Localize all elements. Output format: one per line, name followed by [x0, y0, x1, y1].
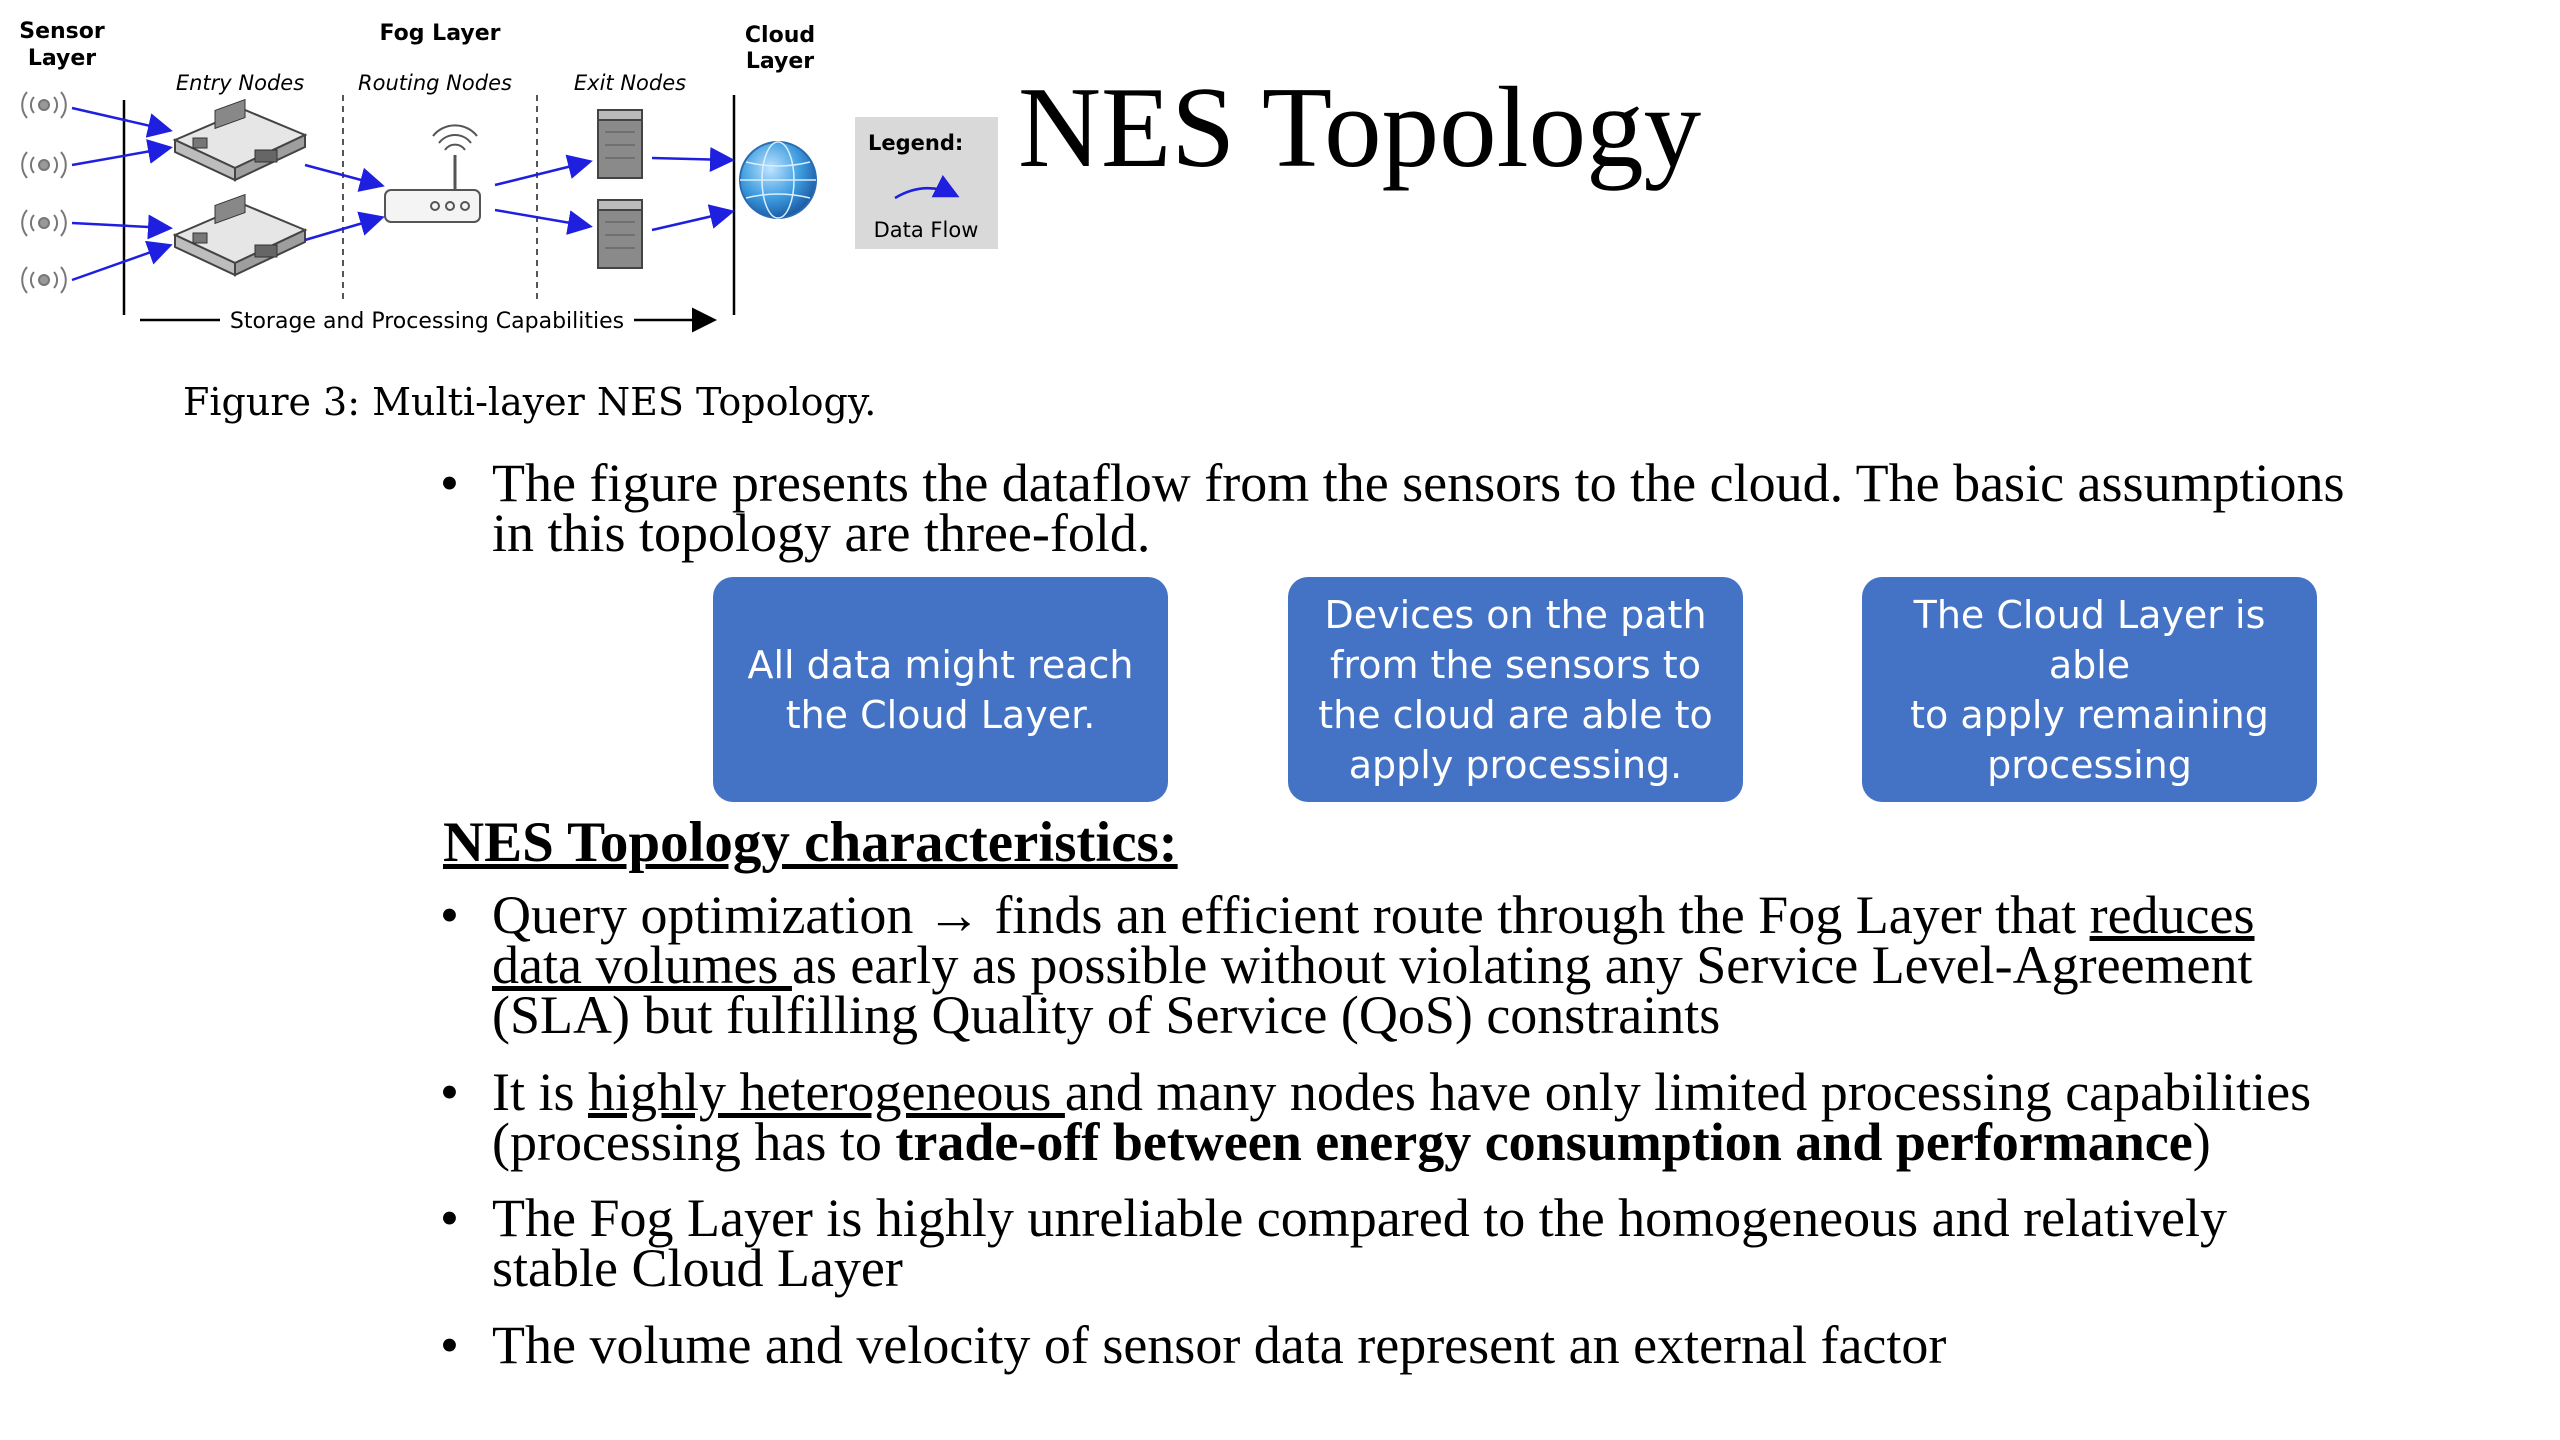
query-mid: finds an efficient route through the Fog Layer that	[980, 885, 2090, 945]
hetero-post: and many nodes have only limited processing capabilities	[1064, 1062, 2312, 1122]
assumption-3-line-2: to apply remaining	[1910, 692, 2269, 737]
query-underline-1: reduces	[2089, 885, 2255, 945]
bullet-dot: •	[440, 1315, 459, 1375]
assumption-3-line-3: processing	[1987, 742, 2192, 787]
volume-line-1: The volume and velocity of sensor data represent an external factor	[492, 1315, 1947, 1375]
sensor-layer-label: Sensor	[19, 19, 105, 44]
bullet-dot: •	[440, 885, 459, 945]
legend-item-data-flow: Data Flow	[873, 218, 979, 242]
page-title: NES Topology	[1018, 64, 1702, 191]
legend-title: Legend:	[868, 131, 964, 155]
cloud-layer-label: Cloud	[744, 23, 816, 48]
cloud-layer-label-2: Layer	[745, 49, 815, 74]
hetero-pre: It is	[492, 1062, 589, 1122]
figure-caption: Figure 3: Multi-layer NES Topology.	[183, 380, 877, 424]
assumption-2-line-1: Devices on the path	[1324, 592, 1707, 637]
fog-layer-label: Fog Layer	[379, 21, 501, 46]
fog-line-1: The Fog Layer is highly unreliable compared to the homogeneous and relatively	[492, 1188, 2227, 1248]
hetero-line2-post: )	[2192, 1112, 2211, 1172]
query-line-3: (SLA) but fulfilling Quality of Service (QoS) constraints	[492, 985, 1721, 1045]
assumption-2-line-2: from the sensors to	[1330, 642, 1701, 687]
bullet-dot: •	[440, 453, 459, 513]
query-underline-2: data volumes	[492, 935, 792, 995]
fog-line-2: stable Cloud Layer	[492, 1238, 903, 1298]
assumption-box-1	[713, 577, 1168, 802]
hetero-line2-bold: trade-off between energy consumption and performance	[895, 1112, 2193, 1172]
query-pre: Query optimization	[492, 885, 927, 945]
assumption-1-line-1: All data might reach	[747, 642, 1134, 687]
topology-figure	[0, 0, 1020, 360]
intro-line-2: in this topology are three-fold.	[492, 503, 1151, 563]
exit-node-icons	[598, 110, 642, 268]
bullet-dot: •	[440, 1188, 459, 1248]
capabilities-label: Storage and Processing Capabilities	[229, 309, 625, 334]
routing-node-icon	[385, 125, 480, 222]
hetero-line2-pre: (processing has to	[492, 1112, 896, 1172]
intro-line-1: The figure presents the dataflow from the sensors to the cloud. The basic assumptions	[492, 453, 2345, 513]
bullet-dot: •	[440, 1062, 459, 1122]
entry-nodes-label: Entry Nodes	[175, 71, 305, 95]
characteristics-heading: NES Topology characteristics:	[443, 811, 1178, 874]
assumption-box-2	[1288, 577, 1743, 802]
assumption-1-line-2: the Cloud Layer.	[785, 692, 1096, 737]
assumption-2-line-3: the cloud are able to	[1318, 692, 1713, 737]
assumption-3-line-1: The Cloud Layer is able	[1913, 592, 2266, 687]
routing-nodes-label: Routing Nodes	[358, 71, 512, 95]
hetero-underline: highly heterogeneous	[588, 1062, 1065, 1122]
legend	[855, 117, 998, 249]
assumption-box-3	[1862, 577, 2317, 802]
cloud-globe-icon	[740, 142, 816, 218]
entry-node-icons	[175, 100, 305, 275]
exit-nodes-label: Exit Nodes	[573, 71, 687, 95]
right-arrow-icon: →	[926, 885, 981, 945]
assumption-2-line-4: apply processing.	[1348, 742, 1683, 787]
query-post: as early as possible without violating any Service Level-Agreement	[791, 935, 2253, 995]
sensor-layer-label-2: Layer	[27, 46, 97, 71]
sensor-icons	[22, 92, 66, 293]
